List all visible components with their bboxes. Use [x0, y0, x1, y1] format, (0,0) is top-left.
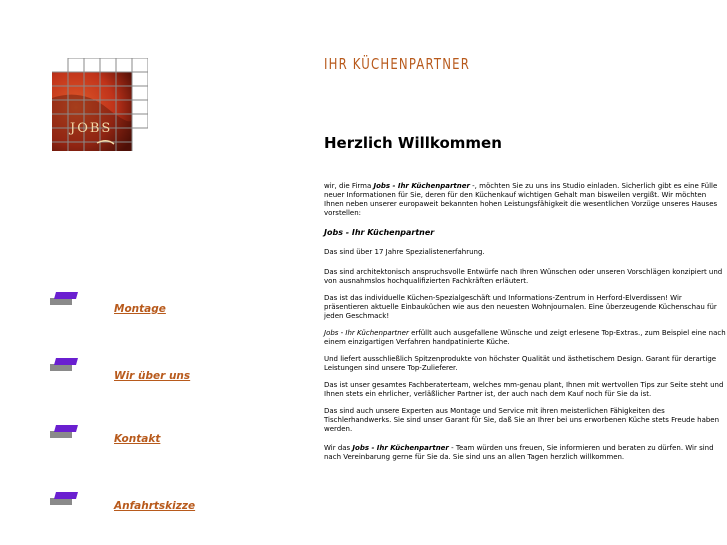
- brand-name: Jobs - Ihr Küchenpartner: [352, 444, 449, 452]
- nav-link-wir-ueber-uns[interactable]: Wir über uns: [114, 370, 191, 382]
- nav-button-icon[interactable]: [50, 290, 80, 308]
- paragraph: Das ist das individuelle Küchen-Spezialgeschäft und Informations-Zentrum in Herford-Elverdissen! Wir präsentieren aktuelle Einbauküchen wie aus den neuesten Wohnjournalen. Eine überzeugende Küchenschau für jeden Geschmack!: [324, 294, 717, 320]
- logo-text: JOBS: [70, 121, 113, 136]
- paragraph: Das sind auch unsere Experten aus Montage und Service mit ihren meisterlichen Fähigkeiten des Tischlerhandwerks. Sie sind unser Garant für Sie, daß Sie an Ihrer bei uns erworbenen Küche stets Freude haben werden.: [324, 407, 720, 433]
- paragraph: Und liefert ausschließlich Spitzenprodukte von höchster Qualität und ästhetischem Design. Garant für derartige Leistungen sind unsere Top-Zulieferer.: [324, 355, 717, 372]
- nav-button-icon[interactable]: [50, 356, 80, 374]
- nav-link-anfahrtskizze[interactable]: Anfahrtskizze: [114, 500, 196, 512]
- brand-name: Jobs - Ihr Küchenpartner: [324, 329, 409, 337]
- brand-name: Jobs - Ihr Küchenpartner: [373, 182, 470, 190]
- nav-item-kontakt[interactable]: [50, 423, 250, 447]
- nav-link-montage[interactable]: Montage: [114, 303, 166, 315]
- paragraph: Wir das Jobs - Ihr Küchenpartner - Team würden uns freuen, Sie informieren und beraten zu dürfen. Wir sind nach Vereinbarung gerne für Sie da. Sie sind uns an allen Tagen herzlich willkommen.: [324, 444, 714, 461]
- page-title: Herzlich Willkommen: [324, 134, 502, 152]
- nav-item-wir-ueber-uns[interactable]: [50, 356, 250, 380]
- paragraph: Jobs - Ihr Küchenpartner erfüllt auch ausgefallene Wünsche und zeigt erlesene Top-Extras., zum Beispiel eine nach einem einzigartigen Verfahren handpatinierte Küche.: [324, 329, 726, 346]
- jobs-logo: [52, 58, 148, 151]
- nav-item-anfahrtskizze[interactable]: [50, 490, 250, 514]
- intro-paragraph: wir, die Firma Jobs - Ihr Küchenpartner -, möchten Sie zu uns ins Studio einladen. Sicherlich gibt es eine Fülle neuer Informationen für Sie, deren für den Küchenkauf wichtigen Gehalt man bisweilen vergißt. Wir möchten Ihnen neben unserer europaweit bekannten hohen Leistungsfähigkeit die wesentlichen Vorzüge unseres Hauses vorstellen:: [324, 182, 718, 217]
- nav-button-icon[interactable]: [50, 490, 80, 508]
- paragraph: Das ist unser gesamtes Fachberaterteam, welches mm-genau plant, Ihnen mit wertvollen Tips zur Seite steht und Ihnen stets ein ehrlicher, verläßlicher Partner ist, der auch nach dem Kauf noch für Sie da ist.: [324, 381, 724, 398]
- nav-item-montage[interactable]: [50, 290, 250, 314]
- nav-link-kontakt[interactable]: Kontakt: [114, 433, 161, 445]
- tagline: IHR KÜCHENPARTNER: [324, 55, 471, 73]
- welcome-text: [324, 182, 727, 470]
- subheading: Jobs - Ihr Küchenpartner: [324, 228, 435, 237]
- paragraph: Das sind architektonisch anspruchsvolle Entwürfe nach Ihren Wünschen oder unseren Vorschlägen konzipiert und von ausnahmslos hochqualifizierten Fachkräften erläutert.: [324, 268, 723, 285]
- paragraph: Das sind über 17 Jahre Spezialistenerfahrung.: [324, 248, 485, 256]
- nav-button-icon[interactable]: [50, 423, 80, 441]
